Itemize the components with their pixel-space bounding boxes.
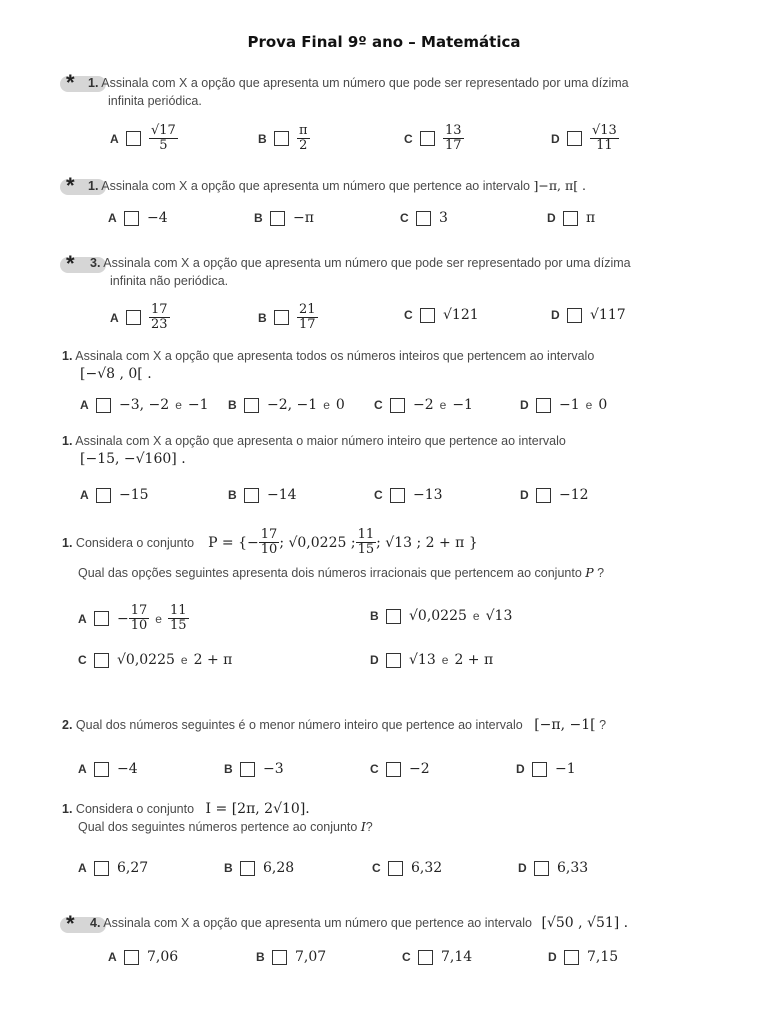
checkbox[interactable]	[272, 950, 287, 965]
q7-option-b[interactable]: B −3	[224, 761, 284, 777]
q5-option-a[interactable]: A −15	[80, 487, 149, 503]
checkbox[interactable]	[563, 211, 578, 226]
question-7: 2. Qual dos números seguintes é o menor número inteiro que pertence ao intervalo [−π, −1[ ?	[62, 717, 607, 733]
q6-option-a[interactable]: A − $\frac{17}{10}$ e $\frac{11}{15}$	[78, 603, 187, 633]
q5-option-c[interactable]: C −13	[374, 487, 443, 503]
q8-option-d[interactable]: D 6,33	[518, 860, 589, 876]
q2-option-d[interactable]: D π	[547, 210, 596, 226]
q9-option-a[interactable]: A 7,06	[108, 949, 179, 965]
q1-option-c[interactable]: C $\frac{13}{17}$	[404, 123, 462, 153]
checkbox[interactable]	[536, 398, 551, 413]
q4-option-a[interactable]: A −3, −2 e −1	[80, 397, 209, 413]
checkbox[interactable]	[386, 762, 401, 777]
checkbox[interactable]	[390, 488, 405, 503]
q6-option-b[interactable]: B √0,0225 e √13	[370, 608, 513, 624]
checkbox[interactable]	[564, 950, 579, 965]
checkbox[interactable]	[388, 861, 403, 876]
q4-option-b[interactable]: B −2, −1 e 0	[228, 397, 345, 413]
q1-option-a[interactable]: A $\frac{√17}{5}$	[110, 123, 176, 153]
checkbox[interactable]	[386, 609, 401, 624]
checkbox[interactable]	[96, 488, 111, 503]
q3-option-d[interactable]: D √117	[551, 307, 626, 323]
q5-option-b[interactable]: B −14	[228, 487, 297, 503]
q3-option-b[interactable]: B $\frac{21}{17}$	[258, 302, 316, 332]
checkbox[interactable]	[240, 762, 255, 777]
question-4: 1. Assinala com X a opção que apresenta todos os números inteiros que pertencem ao intervalo [−√8 , 0[ .	[62, 349, 595, 382]
q3-option-a[interactable]: A $\frac{17}{23}$	[110, 302, 168, 332]
checkbox[interactable]	[274, 131, 289, 146]
checkbox[interactable]	[420, 308, 435, 323]
checkbox[interactable]	[418, 950, 433, 965]
q9-option-c[interactable]: C 7,14	[402, 949, 473, 965]
question-2: 1. Assinala com X a opção que apresenta um número que pertence ao intervalo ]−π, π[ .	[88, 178, 587, 193]
checkbox[interactable]	[244, 398, 259, 413]
checkbox[interactable]	[390, 398, 405, 413]
checkbox[interactable]	[94, 762, 109, 777]
q2-option-a[interactable]: A −4	[108, 210, 168, 226]
q7-option-d[interactable]: D −1	[516, 761, 576, 777]
q8-option-b[interactable]: B 6,28	[224, 860, 295, 876]
checkbox[interactable]	[244, 488, 259, 503]
q2-option-b[interactable]: B −π	[254, 210, 314, 226]
q5-option-d[interactable]: D −12	[520, 487, 589, 503]
star-icon: *	[66, 911, 75, 936]
page-title: Prova Final 9º ano – Matemática	[247, 33, 521, 51]
checkbox[interactable]	[94, 611, 109, 626]
q8-option-a[interactable]: A 6,27	[78, 860, 149, 876]
checkbox[interactable]	[567, 131, 582, 146]
q9-option-b[interactable]: B 7,07	[256, 949, 327, 965]
checkbox[interactable]	[270, 211, 285, 226]
checkbox[interactable]	[126, 131, 141, 146]
star-icon: *	[66, 70, 75, 95]
checkbox[interactable]	[240, 861, 255, 876]
q1-option-d[interactable]: D $\frac{√13}{11}$	[551, 123, 617, 153]
question-1: 1. Assinala com X a opção que apresenta um número que pode ser representado por uma dízima infinita periódica.	[88, 76, 629, 108]
q7-option-a[interactable]: A −4	[78, 761, 138, 777]
question-3: 3. Assinala com X a opção que apresenta um número que pode ser representado por uma dízima infinita não periódica.	[90, 256, 631, 288]
checkbox[interactable]	[124, 950, 139, 965]
checkbox[interactable]	[416, 211, 431, 226]
q1-option-b[interactable]: B $\frac{\pi}{2}$	[258, 123, 308, 153]
checkbox[interactable]	[94, 861, 109, 876]
q4-option-d[interactable]: D −1 e 0	[520, 397, 608, 413]
checkbox[interactable]	[126, 310, 141, 325]
checkbox[interactable]	[567, 308, 582, 323]
question-8: 1. Considera o conjunto I = [2π, 2√10]. Qual dos seguintes números pertence ao conjunto I?	[62, 801, 373, 834]
checkbox[interactable]	[96, 398, 111, 413]
q9-option-d[interactable]: D 7,15	[548, 949, 619, 965]
question-6: 1. Considera o conjunto P = {− $\frac{17}{10}$ ; √0,0225 ; $\frac{11}{15}$ ; √13 ; 2 + π }	[62, 527, 478, 557]
checkbox[interactable]	[124, 211, 139, 226]
question-5: 1. Assinala com X a opção que apresenta o maior número inteiro que pertence ao intervalo [−15, −√160] .	[62, 434, 566, 467]
star-icon: *	[66, 251, 75, 276]
q3-option-c[interactable]: C √121	[404, 307, 479, 323]
checkbox[interactable]	[534, 861, 549, 876]
question-9: 4. Assinala com X a opção que apresenta um número que pertence ao intervalo [√50 , √51] .	[90, 915, 629, 931]
checkbox[interactable]	[274, 310, 289, 325]
checkbox[interactable]	[420, 131, 435, 146]
checkbox[interactable]	[536, 488, 551, 503]
q6-option-d[interactable]: D √13 e 2 + π	[370, 652, 494, 668]
question-6-prompt: Qual das opções seguintes apresenta dois números irracionais que pertencem ao conjunto P ?	[78, 565, 605, 580]
q8-option-c[interactable]: C 6,32	[372, 860, 443, 876]
q2-option-c[interactable]: C 3	[400, 210, 448, 226]
checkbox[interactable]	[386, 653, 401, 668]
checkbox[interactable]	[94, 653, 109, 668]
star-icon: *	[66, 173, 75, 198]
checkbox[interactable]	[532, 762, 547, 777]
q4-option-c[interactable]: C −2 e −1	[374, 397, 473, 413]
q6-option-c[interactable]: C √0,0225 e 2 + π	[78, 652, 233, 668]
q7-option-c[interactable]: C −2	[370, 761, 430, 777]
